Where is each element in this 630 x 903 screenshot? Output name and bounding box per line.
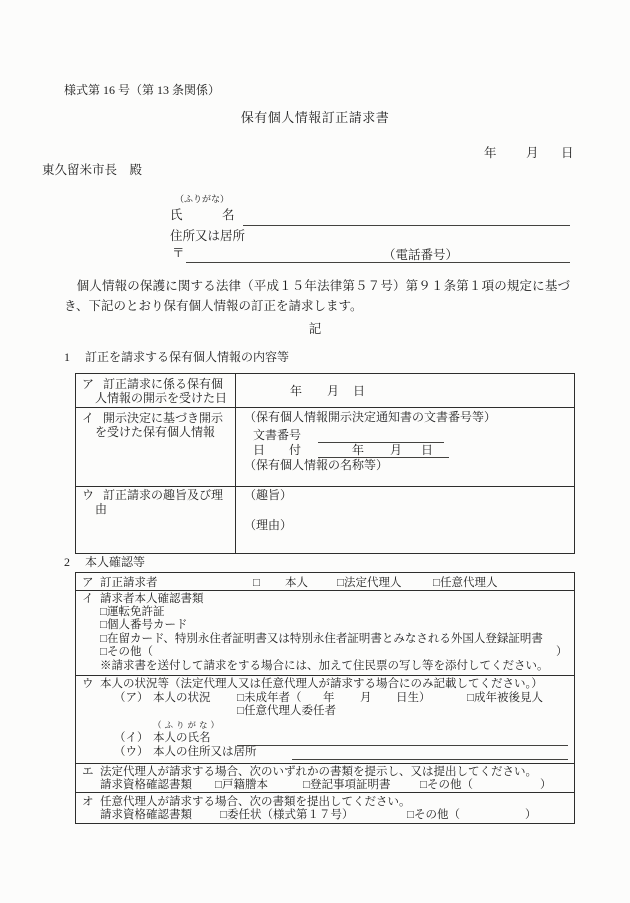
row-a-label-line1: 訂正請求に係る保有個 (103, 377, 224, 391)
row-i-label-line1: 開示決定に基づき開示 (103, 411, 224, 425)
furigana-label: （ふりがな） (175, 194, 230, 204)
principal-name-input-line (237, 745, 568, 746)
sub-u-label: 本人の住所又は居所 (153, 746, 257, 758)
legal-rep-label: 法定代理人が請求する場合、次のいずれかの書類を提示し、又は提出してください。 (100, 766, 537, 778)
section2-heading: 本人確認等 (85, 555, 146, 569)
sub-i-label: 本人の氏名 (153, 732, 211, 744)
mailing-note: ※請求書を送付して請求をする場合には、加えて住民票の写し等を添付してください。 (100, 660, 549, 672)
postal-mark: 〒 (172, 246, 185, 260)
principal-status-letter: ウ (82, 678, 94, 690)
voluntary-rep-docs-label: 請求資格確認書類 (100, 809, 192, 821)
checkbox-my-number-card: □個人番号カード (100, 619, 188, 631)
minor-year-label: 年 (323, 692, 335, 704)
address-label: 住所又は居所 (170, 229, 246, 243)
kicker-note: 記 (308, 322, 322, 336)
minor-month-label: 月 (360, 692, 372, 704)
checkbox-drivers-license: □運転免許証 (100, 606, 165, 618)
row-a-year-label: 年 (290, 384, 303, 398)
table1-column-divider (235, 373, 236, 553)
requester-label: 訂正請求者 (100, 577, 158, 589)
address-input-line (186, 262, 570, 263)
legal-rep-letter: エ (82, 766, 94, 778)
form-number: 様式第 16 号（第 13 条関係） (64, 83, 221, 97)
checkbox-power-of-attorney: □委任状（様式第１７号） (220, 809, 354, 821)
info-name-note: （保有個人情報の名称等） (244, 458, 389, 472)
identity-docs-label: 請求者本人確認書類 (100, 593, 204, 605)
purport-label: （趣旨） (244, 488, 293, 502)
table1-row-divider-1 (75, 407, 575, 408)
requester-letter: ア (82, 577, 94, 589)
checkbox-adult-ward: □成年被後見人 (467, 692, 543, 704)
checkbox-residence-card: □在留カード、特別永住者証明書又は特別永住者証明書とみなされる外国人登録証明書 (100, 633, 543, 645)
checkbox-other-identity-open: □その他（ (100, 646, 153, 658)
minor-day-label: 日生） (396, 692, 431, 704)
doc-date-month-label: 月 (390, 443, 403, 457)
row-i-label-line2: を受けた保有個人情報 (95, 425, 216, 439)
checkbox-other-legal-open: □その他（ (420, 779, 473, 791)
date-month-label: 月 (526, 146, 539, 160)
checkbox-other-identity-close: ） (556, 646, 568, 658)
name-input-line (243, 225, 570, 226)
sub-a-label: 本人の状況 (153, 692, 211, 704)
checkbox-voluntary-representative: □任意代理人 (433, 577, 498, 589)
principal-furigana-label: （ふりがな） (153, 720, 223, 730)
checkbox-self-label: 本人 (285, 577, 308, 589)
identity-docs-letter: イ (82, 593, 94, 605)
principal-status-label: 本人の状況等（法定代理人又は任意代理人が請求する場合にのみ記載してください。） (100, 678, 543, 690)
section2-number: 2 (64, 555, 70, 569)
table2-row-divider-3 (75, 763, 575, 764)
section1-heading: 訂正を請求する保有個人情報の内容等 (85, 350, 290, 364)
name-label-last: 名 (222, 208, 235, 222)
checkbox-registration-certificate: □登記事項証明書 (303, 779, 391, 791)
row-u-label-line1: 訂正請求の趣旨及び理 (103, 488, 224, 502)
voluntary-rep-label: 任意代理人が請求する場合、次の書類を提出してください。 (100, 796, 411, 808)
checkbox-legal-representative: □法定代理人 (337, 577, 402, 589)
row-i-letter: イ (82, 411, 95, 425)
principal-address-input-line (292, 759, 568, 760)
row-a-letter: ア (82, 377, 95, 391)
sub-u-number: （ウ） (114, 746, 149, 758)
addressee: 東久留米市長 殿 (42, 163, 143, 177)
table2-row-divider-2 (75, 675, 575, 676)
row-a-day-label: 日 (353, 384, 366, 398)
doc-number-label: 文書番号 (253, 428, 302, 442)
row-u-letter: ウ (82, 488, 95, 502)
doc-date-year-label: 年 (352, 443, 365, 457)
legal-rep-docs-label: 請求資格確認書類 (100, 779, 192, 791)
checkbox-other-legal-close: ） (540, 779, 552, 791)
doc-date-day-label: 日 (421, 443, 434, 457)
date-day-label: 日 (561, 146, 574, 160)
page-title: 保有個人情報訂正請求書 (240, 110, 390, 125)
checkbox-other-voluntary-close: ） (525, 809, 537, 821)
checkbox-minor-open: □未成年者（ (237, 692, 302, 704)
table1-row-divider-2 (75, 486, 575, 487)
intro-paragraph: 個人情報の保護に関する法律（平成１５年法律第５７号）第９１条第１項の規定に基づき、下記のとおり保有個人情報の訂正を請求します。 (64, 279, 570, 313)
sub-a-number: （ア） (114, 692, 149, 704)
voluntary-rep-letter: オ (82, 796, 94, 808)
row-u-label-line2: 由 (95, 502, 108, 516)
sub-i-number: （イ） (114, 732, 149, 744)
reason-label: （理由） (244, 518, 293, 532)
checkbox-voluntary-principal: □任意代理人委任者 (237, 705, 336, 717)
checkbox-self-box: □ (253, 577, 260, 589)
notice-doc-number-note: （保有個人情報開示決定通知書の文書番号等） (244, 410, 497, 424)
phone-label: （電話番号） (383, 248, 459, 262)
row-a-label-line2: 人情報の開示を受けた日 (95, 391, 228, 405)
checkbox-other-voluntary-open: □その他（ (407, 809, 460, 821)
name-label-first: 氏 (170, 208, 183, 222)
row-a-month-label: 月 (327, 384, 340, 398)
checkbox-family-register: □戸籍謄本 (215, 779, 268, 791)
date-year-label: 年 (484, 146, 497, 160)
section1-number: 1 (64, 350, 70, 364)
doc-date-label: 日 付 (253, 443, 302, 457)
